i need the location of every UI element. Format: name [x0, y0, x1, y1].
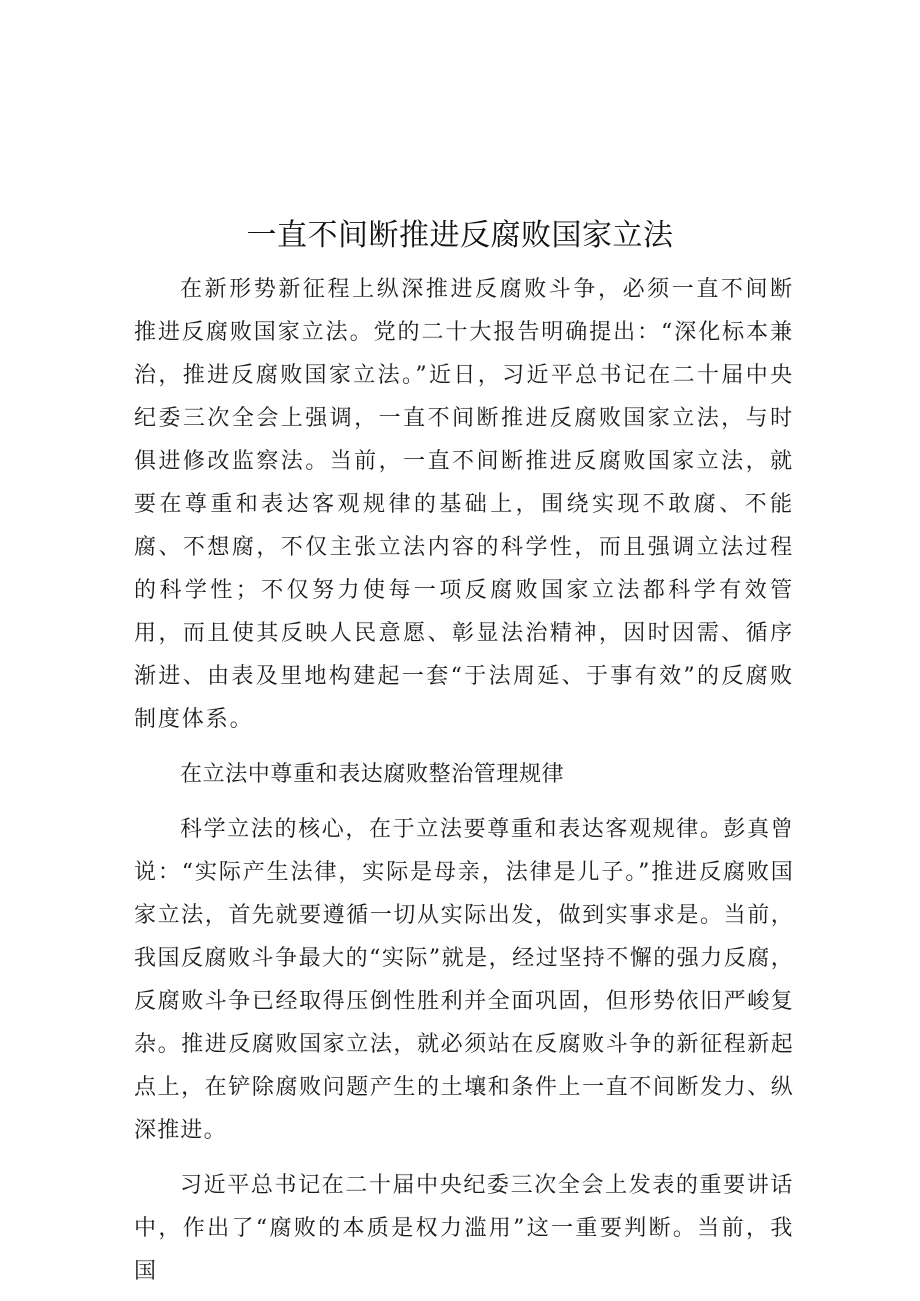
section-subheading: 在立法中尊重和表达腐败整治管理规律	[180, 762, 565, 787]
paragraph-science-legislation: 科学立法的核心，在于立法要尊重和表达客观规律。彭真曾说：“实际产生法律，实际是母亲，法律是儿子。”推进反腐败国家立法，首先就要遵循一切从实际出发，做到实事求是。当前，我国反腐败斗争最大的“实际”就是，经过坚持不懈的强力反腐，反腐败斗争已经取得压倒性胜利并全面巩固，但形势依旧严峻复杂。推进反腐败国家立法，就必须站在反腐败斗争的新征程新起点上，在铲除腐败问题产生的土壤和条件上一直不间断发力、纵深推进。	[134, 817, 794, 1143]
paragraph-power-abuse: 习近平总书记在二十届中央纪委三次全会上发表的重要讲话中，作出了“腐败的本质是权力滥用”这一重要判断。当前，我国	[134, 1173, 794, 1284]
document-title: 一直不间断推进反腐败国家立法	[246, 218, 674, 253]
document-body	[134, 268, 794, 1293]
paragraph-intro: 在新形势新征程上纵深推进反腐败斗争，必须一直不间断推进反腐败国家立法。党的二十大报告明确提出：“深化标本兼治，推进反腐败国家立法。”近日，习近平总书记在二十届中央纪委三次全会上强调，一直不间断推进反腐败国家立法，与时俱进修改监察法。当前，一直不间断推进反腐败国家立法，就要在尊重和表达客观规律的基础上，围绕实现不敢腐、不能腐、不想腐，不仅主张立法内容的科学性，而且强调立法过程的科学性；不仅努力使每一项反腐败国家立法都科学有效管用，而且使其反映人民意愿、彰显法治精神，因时因需、循序渐进、由表及里地构建起一套“于法周延、于事有效”的反腐败制度体系。	[134, 277, 794, 732]
